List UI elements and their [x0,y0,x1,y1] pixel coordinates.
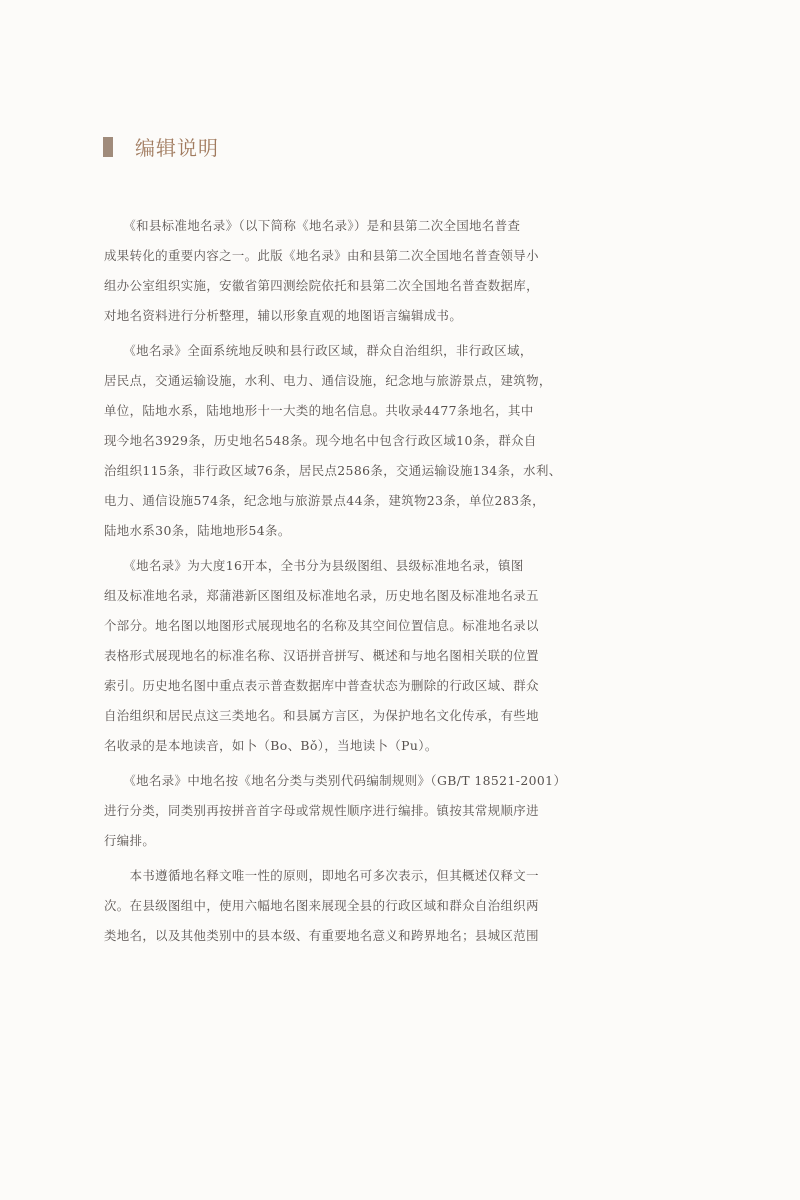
paragraph [104,766,614,856]
paragraph [104,861,614,951]
text-line: 组办公室组织实施，安徽省第四测绘院依托和县第二次全国地名普查数据库， [104,278,539,293]
heading-marker [103,137,113,157]
text-line: 自治组织和居民点这三类地名。和县属方言区，为保护地名文化传承，有些地 [104,708,539,723]
text-line: 进行分类，同类别再按拼音首字母或常规性顺序进行编排。镇按其常规顺序进 [104,803,539,818]
text-line: 单位，陆地水系，陆地地形十一大类的地名信息。共收录4477条地名，其中 [104,403,534,418]
paragraph [104,211,614,331]
text-line: 个部分。地名图以地图形式展现地名的名称及其空间位置信息。标准地名录以 [104,618,539,633]
text-line: 治组织115条，非行政区域76条，居民点2586条，交通运输设施134条，水利、 [104,463,562,478]
text-line: 本书遵循地名释文唯一性的原则，即地名可多次表示，但其概述仅释文一 [104,868,539,883]
text-line: 《地名录》为大度16开本，全书分为县级图组、县级标准地名录，镇图 [104,558,524,573]
text-line: 成果转化的重要内容之一。此版《地名录》由和县第二次全国地名普查领导小 [104,248,539,263]
text-line: 现今地名3929条，历史地名548条。现今地名中包含行政区域10条，群众自 [104,433,537,448]
text-line: 行编排。 [104,833,156,848]
body-text [104,211,614,951]
text-line: 陆地水系30条，陆地地形54条。 [104,523,291,538]
text-line: 《地名录》全面系统地反映和县行政区域，群众自治组织，非行政区域， [104,343,533,358]
text-line: 电力、通信设施574条，纪念地与旅游景点44条，建筑物23条，单位283条， [104,493,545,508]
text-line: 《地名录》中地名按《地名分类与类别代码编制规则》（GB/T 18521-2001） [104,773,567,788]
paragraph [104,551,614,761]
paragraph [104,336,614,546]
text-line: 对地名资料进行分析整理，辅以形象直观的地图语言编辑成书。 [104,308,463,323]
text-line: 索引。历史地名图中重点表示普查数据库中普查状态为删除的行政区域、群众 [104,678,539,693]
text-line: 组及标准地名录，郑蒲港新区图组及标准地名录，历史地名图及标准地名录五 [104,588,539,603]
text-line: 居民点，交通运输设施，水利、电力、通信设施，纪念地与旅游景点，建筑物， [104,373,552,388]
text-line: 表格形式展现地名的标准名称、汉语拼音拼写、概述和与地名图相关联的位置 [104,648,539,663]
text-line: 名收录的是本地读音，如卜（Bo、Bǒ），当地读卜（Pu）。 [104,738,438,753]
text-line: 类地名，以及其他类别中的县本级、有重要地名意义和跨界地名；县城区范围 [104,928,539,943]
section-title: 编辑说明 [135,136,219,160]
section-heading [103,132,219,161]
text-line: 次。在县级图组中，使用六幅地名图来展现全县的行政区域和群众自治组织两 [104,898,539,913]
text-line: 《和县标准地名录》（以下简称《地名录》）是和县第二次全国地名普查 [104,218,521,233]
